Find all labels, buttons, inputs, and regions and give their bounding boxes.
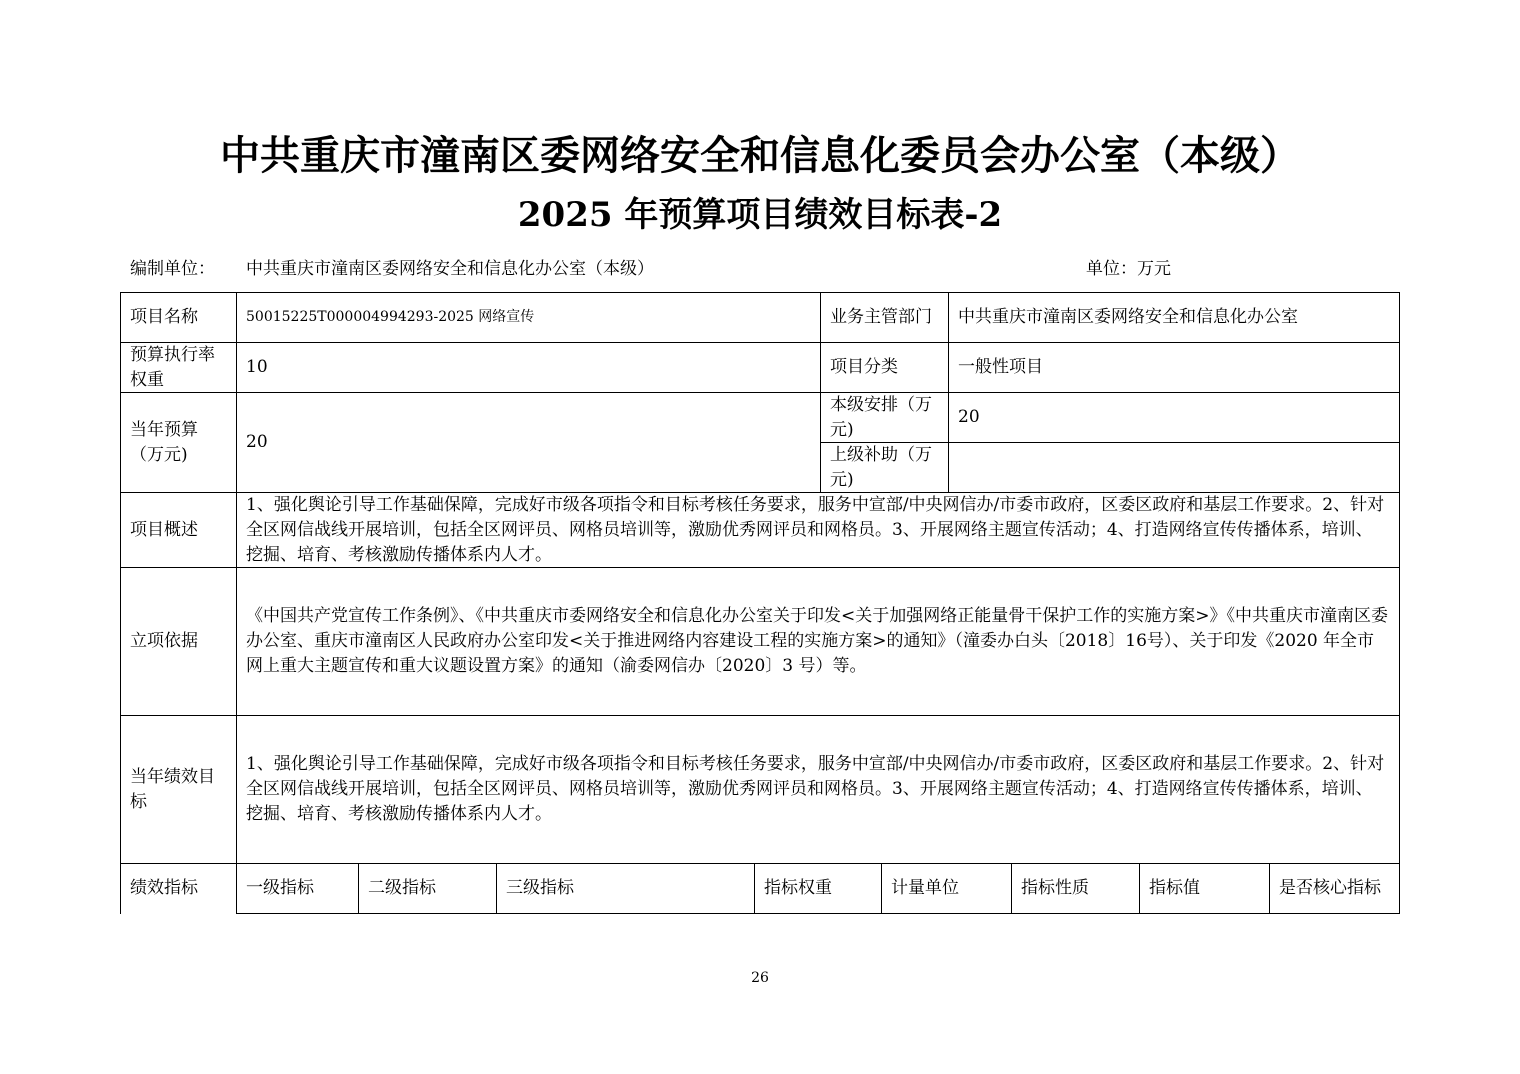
- perf-col-header: 指标性质: [1021, 878, 1089, 898]
- budget-value: 20: [246, 432, 268, 452]
- dept-label: 业务主管部门: [830, 307, 932, 327]
- own-funds-value: 20: [958, 407, 980, 427]
- project-name-value: 50015225T000004994293-2025 网络宣传: [246, 309, 535, 325]
- unit-value: 中共重庆市潼南区委网络安全和信息化办公室（本级）: [246, 259, 654, 279]
- page-number: 26: [751, 970, 769, 986]
- perf-label: 绩效指标: [130, 878, 198, 898]
- upper-subsidy-value: [949, 443, 1399, 492]
- perf-col-header: 指标值: [1149, 878, 1200, 898]
- goal-value: 1、强化舆论引导工作基础保障，完成好市级各项指令和目标考核任务要求，服务中宣部/中央网信办/市委市政府，区委区政府和基层工作要求。2、针对全区网信战线开展培训，包括全区网评员、网格员培训等，激励优秀网评员和网格员。3、开展网络主题宣传活动；4、打造网络宣传传播体系，培训、挖掘、培育、考核激励传播体系内人才。: [246, 754, 1385, 824]
- basis-value: 《中国共产党宣传工作条例》、《中共重庆市委网络安全和信息化办公室关于印发<关于加强网络正能量骨干保护工作的实施方案>》《中共重庆市潼南区委办公室、重庆市潼南区人民政府办公室印发<关于推进网络内容建设工程的实施方案>的通知》（潼委办白头〔2018〕16号）、关于印发《2020 年全市网上重大主题宣传和重大议题设置方案》的通知（渝委网信办〔2020〕3 号）等。: [246, 606, 1388, 676]
- overview-label: 项目概述: [130, 519, 198, 540]
- category-label: 项目分类: [830, 357, 898, 377]
- dept-value: 中共重庆市潼南区委网络安全和信息化办公室: [958, 307, 1298, 327]
- unit-label: 编制单位：: [130, 259, 215, 279]
- own-funds-label: 本级安排（万元): [830, 394, 932, 440]
- category-value: 一般性项目: [958, 357, 1043, 377]
- upper-subsidy-label: 上级补助（万元): [830, 444, 932, 490]
- perf-col-header: 指标权重: [764, 878, 832, 898]
- basis-label: 立项依据: [130, 631, 198, 651]
- perf-col-header: 二级指标: [368, 878, 436, 898]
- exec-weight-value: 10: [246, 357, 268, 377]
- exec-weight-label: 预算执行率权重: [130, 344, 215, 390]
- budget-label: 当年预算（万元): [130, 419, 198, 465]
- project-name-label: 项目名称: [130, 307, 198, 327]
- perf-col-header: 是否核心指标: [1279, 878, 1381, 898]
- goal-label: 当年绩效目标: [130, 766, 215, 812]
- perf-col-header: 一级指标: [246, 878, 314, 898]
- document-title: 中共重庆市潼南区委网络安全和信息化委员会办公室（本级）: [220, 133, 1300, 179]
- currency-unit: 单位：万元: [1086, 259, 1171, 279]
- perf-col-header: 计量单位: [891, 878, 959, 898]
- document-subtitle: 2025 年预算项目绩效目标表-2: [517, 195, 1003, 235]
- overview-value: 1、强化舆论引导工作基础保障，完成好市级各项指令和目标考核任务要求，服务中宣部/中央网信办/市委市政府，区委区政府和基层工作要求。2、针对全区网信战线开展培训，包括全区网评员、网格员培训等，激励优秀网评员和网格员。3、开展网络主题宣传活动；4、打造网络宣传传播体系，培训、挖掘、培育、考核激励传播体系内人才。: [246, 494, 1385, 565]
- perf-col-header: 三级指标: [506, 878, 574, 898]
